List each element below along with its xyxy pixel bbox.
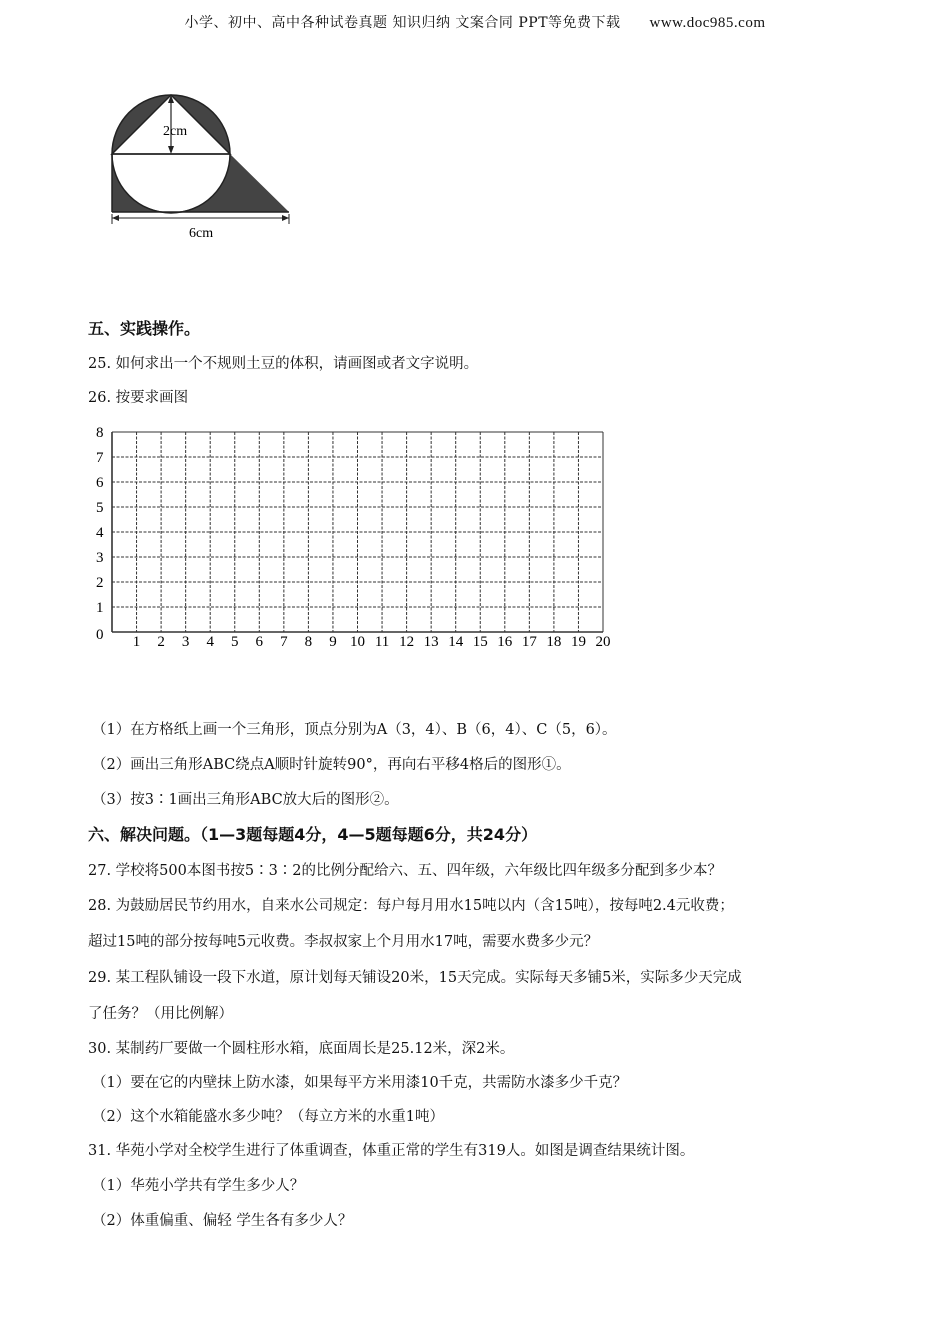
question-28-line-2: 超过15吨的部分按每吨5元收费。李叔叔家上个月用水17吨，需要水费多少元？ xyxy=(88,934,599,950)
section-6-title: 六、解决问题。（1—3题每题4分，4—5题每题6分，共24分） xyxy=(88,825,538,844)
y-tick-label: 1 xyxy=(96,600,104,616)
x-tick-label: 20 xyxy=(595,634,610,650)
q26-part-1: （1）在方格纸上画一个三角形，顶点分别为A（3，4）、B（6，4）、C（5，6）。 xyxy=(92,722,617,738)
y-tick-label: 2 xyxy=(96,575,104,591)
question-26: 26. 按要求画图 xyxy=(88,390,189,406)
question-30-part-2: （2）这个水箱能盛水多少吨？（每立方米的水重1吨） xyxy=(92,1109,444,1125)
x-tick-label: 8 xyxy=(304,634,313,650)
lower-left-shaded xyxy=(112,154,171,212)
x-tick-label: 1 xyxy=(132,634,141,650)
x-tick-label: 9 xyxy=(329,634,337,650)
x-tick-label: 6 xyxy=(255,634,264,650)
y-tick-label: 3 xyxy=(96,550,104,566)
y-tick-label: 7 xyxy=(96,450,104,466)
question-31-part-1: （1）华苑小学共有学生多少人？ xyxy=(92,1178,305,1194)
x-tick-label: 19 xyxy=(570,634,586,650)
x-tick-label: 14 xyxy=(448,634,464,650)
x-tick-label: 10 xyxy=(350,634,365,650)
coordinate-grid xyxy=(90,420,610,650)
geometry-figure xyxy=(95,75,315,255)
q26-part-3: （3）按3∶1画出三角形ABC放大后的图形②。 xyxy=(92,792,399,808)
header-url[interactable]: www.doc985.com xyxy=(649,15,766,31)
page-header xyxy=(0,12,950,32)
header-text: 小学、初中、高中各种试卷真题 知识归纳 文案合同 PPT等免费下载 xyxy=(184,15,621,31)
question-30-part-1: （1）要在它的内壁抹上防水漆，如果每平方米用漆10千克，共需防水漆多少千克？ xyxy=(92,1075,628,1091)
x-tick-label: 4 xyxy=(206,634,214,650)
x-tick-label: 13 xyxy=(423,634,439,650)
question-29-line-2: 了任务？（用比例解） xyxy=(88,1006,233,1022)
y-tick-label: 4 xyxy=(96,525,104,541)
x-tick-label: 18 xyxy=(546,634,562,650)
height-label: 2cm xyxy=(163,124,188,139)
x-tick-label: 3 xyxy=(181,634,190,650)
y-tick-label: 5 xyxy=(96,500,104,516)
question-29-line-1: 29. 某工程队铺设一段下水道，原计划每天铺设20米，15天完成。实际每天多铺5米，实际多少天完成 xyxy=(88,970,742,986)
x-tick-label: 7 xyxy=(280,634,288,650)
x-tick-label: 5 xyxy=(231,634,239,650)
x-tick-label: 17 xyxy=(521,634,537,650)
section-5-title: 五、实践操作。 xyxy=(88,319,201,338)
x-tick-label: 16 xyxy=(497,634,513,650)
question-28-line-1: 28. 为鼓励居民节约用水，自来水公司规定：每户每月用水15吨以内（含15吨），按每吨2.4元收费； xyxy=(88,898,734,914)
y-tick-label: 0 xyxy=(96,627,104,643)
y-tick-label: 6 xyxy=(96,475,104,491)
question-31-part-2: （2）体重偏重、偏轻 学生各有多少人？ xyxy=(92,1213,353,1229)
q26-part-2: （2）画出三角形ABC绕点A顺时针旋转90°，再向右平移4格后的图形①。 xyxy=(92,757,571,773)
question-25: 25. 如何求出一个不规则土豆的体积，请画图或者文字说明。 xyxy=(88,356,479,372)
y-tick-label: 8 xyxy=(96,425,104,441)
base-label: 6cm xyxy=(189,226,214,241)
x-tick-label: 2 xyxy=(157,634,165,650)
x-tick-label: 12 xyxy=(399,634,415,650)
x-tick-label: 15 xyxy=(472,634,488,650)
question-30: 30. 某制药厂要做一个圆柱形水箱，底面周长是25.12米，深2米。 xyxy=(88,1041,515,1057)
x-tick-label: 11 xyxy=(374,634,390,650)
question-31: 31. 华苑小学对全校学生进行了体重调查，体重正常的学生有319人。如图是调查结果统计图。 xyxy=(88,1143,695,1159)
question-27: 27. 学校将500本图书按5∶3∶2的比例分配给六、五、四年级，六年级比四年级多分配到多少本？ xyxy=(88,863,723,879)
